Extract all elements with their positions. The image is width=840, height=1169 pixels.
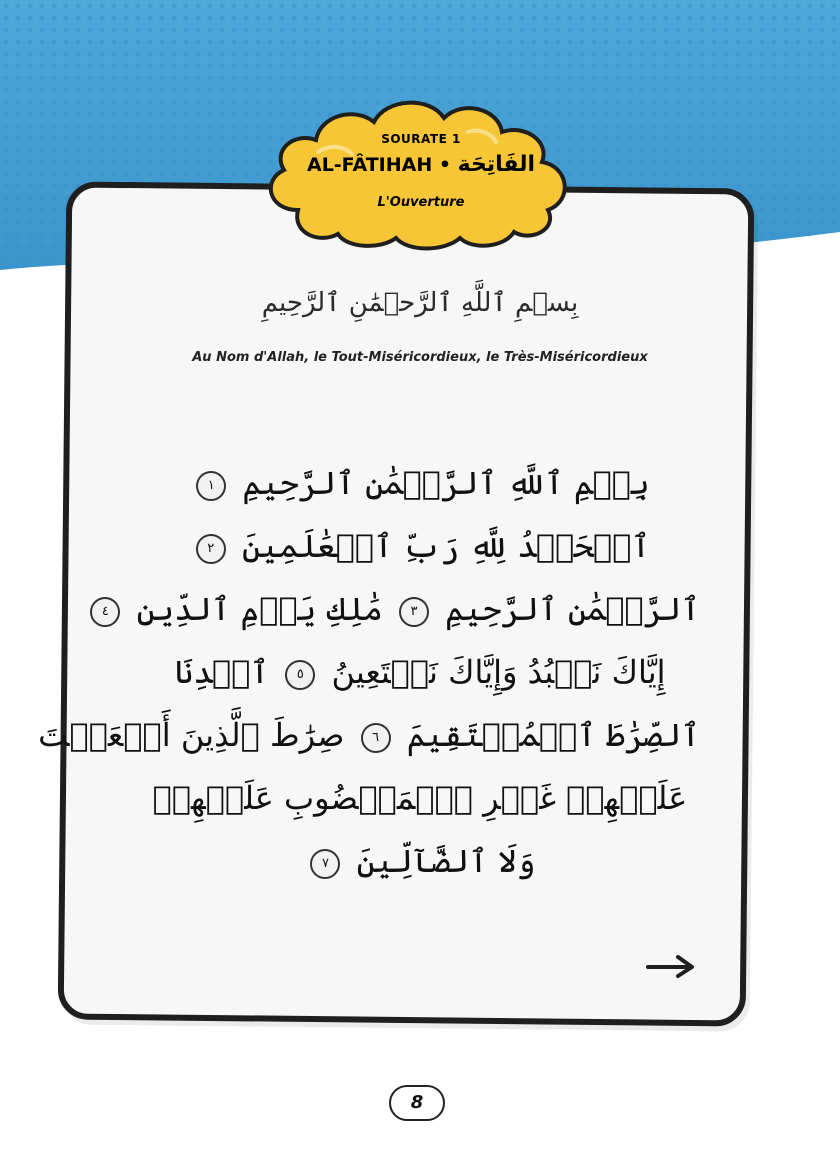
ayah-number-marker: ٢ xyxy=(196,534,226,564)
ayah-number-marker: ٧ xyxy=(310,849,340,879)
verse-text: ٱلصِّرَٰطَ ٱلۡمُسۡتَقِيمَ xyxy=(406,716,700,754)
verse-text: ٱلرَّحۡمَٰنِ ٱلرَّحِيمِ xyxy=(445,590,700,628)
verse-text: بِسۡمِ ٱللَّهِ ٱلرَّحۡمَٰنِ ٱلرَّحِيمِ xyxy=(242,464,650,502)
verse-text: مَٰلِكِ يَوۡمِ ٱلدِّينِ xyxy=(136,590,383,628)
verse-text: ٱهۡدِنَا xyxy=(174,653,270,691)
verse-line-5 xyxy=(38,704,700,767)
surah-title xyxy=(258,152,584,177)
verse-line-6 xyxy=(140,767,700,830)
verses-block xyxy=(38,452,700,893)
verse-line-1 xyxy=(140,452,700,515)
ayah-number-marker: ١ xyxy=(196,471,226,501)
title-separator: • xyxy=(438,154,452,176)
surah-subtitle: L'Ouverture xyxy=(377,195,465,210)
basmala-arabic: بِسۡمِ ٱللَّهِ ٱلرَّحۡمَٰنِ ٱلرَّحِيمِ xyxy=(261,288,579,318)
title-latin: AL-FÂTIHAH xyxy=(306,154,433,176)
verse-line-7 xyxy=(140,830,700,893)
title-arabic: الفَاتِحَة xyxy=(457,152,536,177)
verse-line-2 xyxy=(140,515,700,578)
verse-text: وَلَا ٱلضَّآلِّينَ xyxy=(356,842,536,880)
title-cloud xyxy=(258,92,584,252)
verse-text: إِيَّاكَ نَعۡبُدُ وَإِيَّاكَ نَسۡتَعِينُ xyxy=(331,653,666,691)
arrow-right-icon[interactable] xyxy=(646,952,696,980)
ayah-number-marker: ٥ xyxy=(285,660,315,690)
verse-line-3 xyxy=(101,578,700,641)
verse-line-4 xyxy=(140,641,700,704)
ayah-number-marker: ٤ xyxy=(90,597,120,627)
verse-text: صِرَٰطَ ٱلَّذِينَ أَنۡعَمۡتَ xyxy=(38,716,345,754)
basmala-translation: Au Nom d'Allah, le Tout-Miséricordieux, le Très-Miséricordieux xyxy=(192,350,648,365)
ayah-number-marker: ٣ xyxy=(399,597,429,627)
page-number: 8 xyxy=(389,1085,445,1121)
verse-text: عَلَيۡهِمۡ غَيۡرِ ٱلۡمَغۡضُوبِ عَلَيۡهِمۡ xyxy=(152,779,688,817)
verse-text: ٱلۡحَمۡدُ لِلَّهِ رَبِّ ٱلۡعَٰلَمِينَ xyxy=(241,527,651,565)
ayah-number-marker: ٦ xyxy=(361,723,391,753)
sourate-label: SOURATE 1 xyxy=(381,132,461,146)
